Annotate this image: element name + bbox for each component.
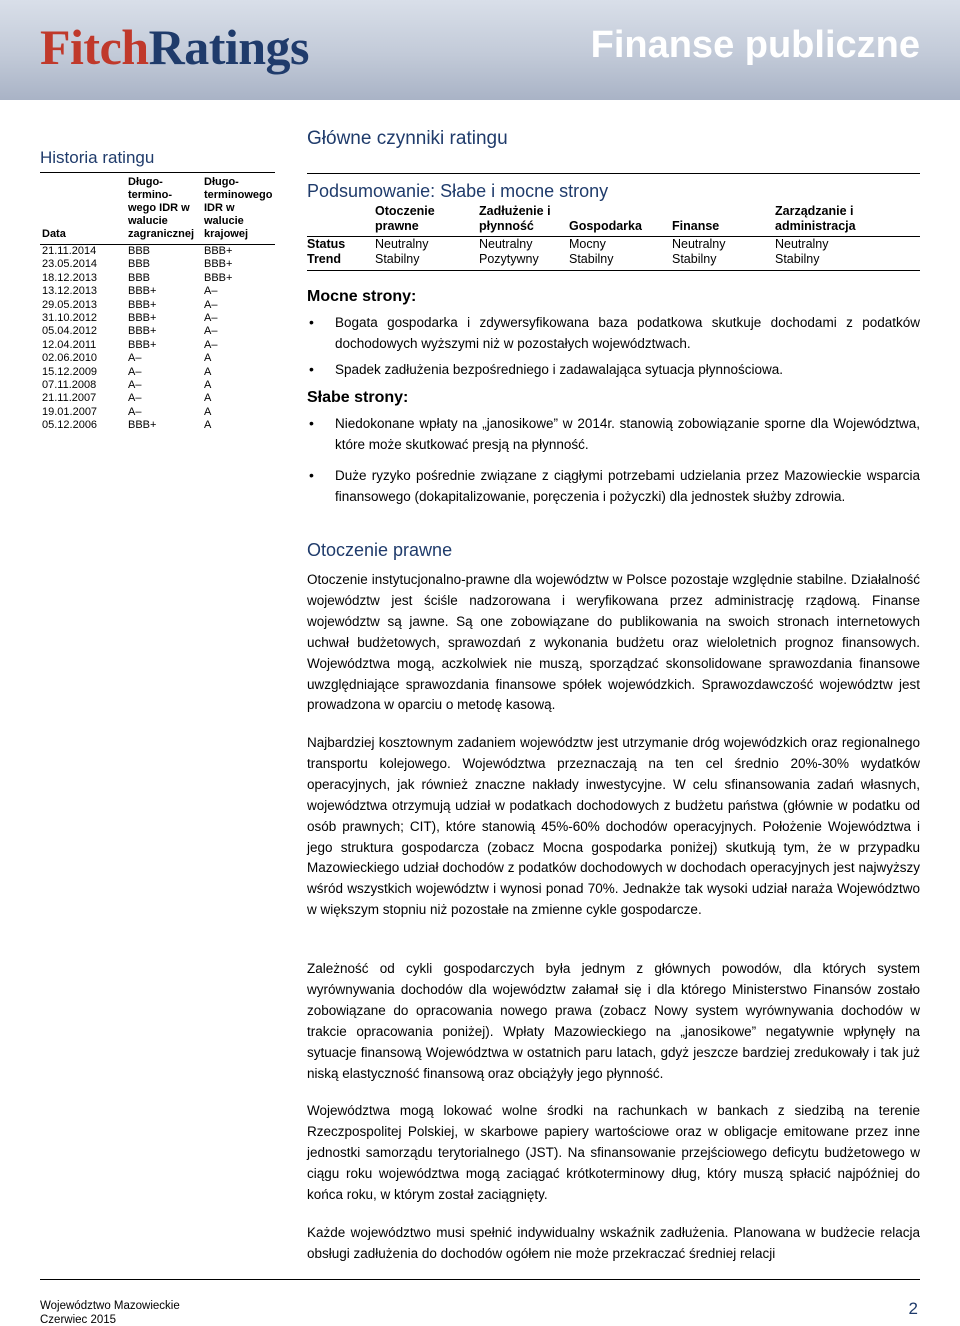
- table-cell: Stabilny: [672, 252, 717, 266]
- table-cell: 18.12.2013: [42, 271, 98, 284]
- footer-info: [40, 1299, 180, 1326]
- table-row: [40, 325, 275, 338]
- table-cell: BBB+: [204, 245, 233, 257]
- table-row: [40, 285, 275, 298]
- table-cell: BBB+: [128, 298, 157, 311]
- summary-heading: Podsumowanie: Słabe i mocne strony: [307, 181, 609, 201]
- paragraph: Najbardziej kosztownym zadaniem województw jest utrzymanie dróg wojewódzkich oraz regionalnego transportu kolejowego. Województwa przeznaczają na ten cel średnio 20%-30% wydatków operacyjnych, jak również znaczne nakłady inwestycyjne. W celu sfinansowania zadań własnych, województwa otrzymują udział w podatkach dochodowych z budżetu państwa (głównie w podatku od osób prawnych; CIT), które stanowią 45%-60% dochodów operacyjnych. Położenie Województwa i jego struktura gospodarcza (zobacz Mocna gospodarka poniżej) skutkują tym, że w przypadku Mazowieckiego udział dochodów z podatków dochodowych w dochodach operacyjnych jest najwyższy wśród wszystkich województw i wynosi ponad 70%. Jednakże tak wysoki udział naraża Województwo w większym stopniu niż pozostałe na zmienne cykle gospodarcze.: [307, 735, 920, 918]
- table-row: [40, 419, 275, 432]
- table-cell: A: [204, 379, 212, 392]
- column-header-debt: Zadłużenie i płynność: [479, 204, 569, 237]
- logo-part-fitch: Fitch: [40, 19, 149, 75]
- table-row: [40, 392, 275, 405]
- column-header-legal: Otoczenie prawne: [375, 204, 479, 237]
- strengths-heading: Mocne strony:: [307, 288, 417, 305]
- table-cell: A–: [128, 392, 142, 405]
- column-header-label: [307, 204, 375, 237]
- table-cell: BBB: [128, 271, 151, 284]
- table-cell: A: [204, 419, 212, 432]
- list-item: • Niedokonane wpłaty na „janosikowe” w 2014r. stanowią zobowiązanie sporne dla Województwa, które może skutkować presją na płynność.: [307, 413, 920, 455]
- table-cell: 21.11.2014: [42, 245, 97, 257]
- rating-history-table: [40, 176, 275, 433]
- table-row: [40, 245, 275, 259]
- table-cell: BBB: [128, 258, 151, 271]
- table-cell: Stabilny: [375, 252, 420, 266]
- footer-issuer: Województwo Mazowieckie: [40, 1300, 180, 1312]
- column-header-finance: Finanse: [672, 204, 775, 237]
- table-header-row: [307, 204, 920, 237]
- rating-history-body: [40, 245, 275, 433]
- table-cell: 31.10.2012: [42, 312, 98, 325]
- table-cell: 05.04.2012: [42, 325, 98, 338]
- footer-date: Czerwiec 2015: [40, 1314, 117, 1326]
- weaknesses-heading: Słabe strony:: [307, 389, 409, 406]
- sidebar-rule: [40, 172, 275, 173]
- strengths-weaknesses-table: [307, 204, 920, 267]
- weaknesses-list: [307, 413, 920, 507]
- table-row: [40, 406, 275, 419]
- table-cell: BBB+: [128, 419, 157, 432]
- column-header-management: Zarządzanie i administracja: [775, 204, 920, 237]
- table-row-status: [307, 237, 920, 253]
- table-cell: 07.11.2008: [42, 379, 97, 392]
- table-cell: A–: [204, 325, 218, 338]
- column-header-local-idr: Długo-terminowego IDR w walucie krajowej: [202, 176, 275, 245]
- paragraph: Każde województwo musi spełnić indywidualny wskaźnik zadłużenia. Planowana w budżecie relacja obsługi zadłużenia do dochodów ogółem nie może przekraczać średniej relacji: [307, 1225, 920, 1261]
- table-cell: A: [204, 405, 212, 418]
- main-heading: Główne czynniki ratingu: [307, 128, 508, 149]
- column-header-date: Data: [40, 176, 126, 245]
- table-cell: 19.01.2007: [42, 405, 98, 418]
- table-cell: Stabilny: [569, 252, 614, 266]
- table-cell: Neutralny: [775, 237, 829, 251]
- table-cell: 02.06.2010: [42, 352, 98, 365]
- sidebar-heading: Historia ratingu: [40, 148, 155, 167]
- table-cell: 05.12.2006: [42, 419, 98, 432]
- main-heading-rule: [307, 173, 920, 174]
- table-cell: Stabilny: [775, 252, 820, 266]
- table-cell: A–: [128, 405, 142, 418]
- paragraph: Województwa mogą lokować wolne środki na rachunkach w bankach z siedzibą na terenie Rzeczpospolitej Polskiej, w skarbowe papiery wartościowe oraz w obligacje emitowane przez inne jednostki samorządu terytorialnego (JST). Na sfinansowanie przejściowego deficytu budżetowego w ciągu roku województwa mogą zaciągać krótkoterminowy dług, który muszą spłacić najpóźniej do końca roku, w którym został zaciągnięty.: [307, 1103, 920, 1202]
- table-cell: A: [204, 392, 212, 405]
- legal-section-heading: Otoczenie prawne: [307, 540, 453, 560]
- summary-table-bottom-rule: [307, 270, 920, 271]
- table-row: [40, 258, 275, 271]
- table-cell: BBB+: [128, 285, 157, 298]
- table-cell: A–: [128, 352, 142, 365]
- table-cell: A–: [204, 285, 218, 298]
- table-cell: A: [204, 365, 212, 378]
- table-row: [40, 339, 275, 352]
- header-title: Finanse publiczne: [590, 24, 920, 66]
- table-row: [40, 379, 275, 392]
- row-label: Trend: [307, 252, 342, 266]
- table-row-trend: [307, 252, 920, 267]
- table-cell: BBB: [128, 245, 151, 257]
- list-item: • Spadek zadłużenia bezpośredniego i zadawalająca sytuacja płynnościowa.: [307, 359, 920, 380]
- table-cell: Mocny: [569, 237, 606, 251]
- table-cell: A–: [204, 338, 218, 351]
- table-cell: Neutralny: [479, 237, 533, 251]
- table-cell: 21.11.2007: [42, 392, 97, 405]
- fitch-ratings-logo: [40, 18, 309, 76]
- table-cell: BBB+: [128, 312, 157, 325]
- table-row: [40, 366, 275, 379]
- table-cell: BBB+: [128, 325, 157, 338]
- table-cell: Pozytywny: [479, 252, 539, 266]
- paragraph: Zależność od cykli gospodarczych była jednym z głównych powodów, dla których system wyrównywania dochodów dla województw załamał się i dla którego Ministerstwo Finansów zostało zobowiązane do opracowania nowego prawa (zobacz Nowy system wyrównywania dochodów w trakcie opracowania poniżej). Wpłaty Mazowieckiego na „janosikowe” negatywnie wpłynęły na sytuacje finansową Województwa w ostatnich paru latach, gdyż jeszcze bardziej zredukowały i tak już niską elastyczność finansową oraz obciążyły jego płynność.: [307, 961, 920, 1081]
- table-cell: Neutralny: [672, 237, 726, 251]
- table-row: [40, 312, 275, 325]
- strengths-list: [307, 312, 920, 380]
- list-item: • Duże ryzyko pośrednie związane z ciągłymi potrzebami udzielania przez Mazowieckie wsparcia finansowego (dokapitalizowanie, poręczenia i pożyczki) dla jednostek służby zdrowia.: [307, 465, 920, 507]
- column-header-economy: Gospodarka: [569, 204, 672, 237]
- row-label: Status: [307, 237, 346, 251]
- table-cell: 13.12.2013: [42, 285, 98, 298]
- table-row: [40, 272, 275, 285]
- table-header-row: [40, 176, 275, 245]
- table-cell: BBB+: [204, 271, 233, 284]
- table-cell: 12.04.2011: [42, 338, 97, 351]
- table-cell: 15.12.2009: [42, 365, 98, 378]
- table-cell: A–: [204, 298, 218, 311]
- column-header-foreign-idr: Długo-termino-wego IDR w walucie zagranicznej: [126, 176, 202, 245]
- header-band: [0, 0, 960, 100]
- table-cell: BBB+: [204, 258, 233, 271]
- logo-part-ratings: Ratings: [148, 19, 310, 75]
- table-cell: A–: [204, 312, 218, 325]
- table-cell: 29.05.2013: [42, 298, 98, 311]
- table-cell: A–: [128, 379, 142, 392]
- table-cell: Neutralny: [375, 237, 429, 251]
- table-cell: A: [204, 352, 212, 365]
- paragraph: Otoczenie instytucjonalno-prawne dla województw w Polsce pozostaje względnie stabilne. Działalność województw jest ściśle nadzorowana i weryfikowana przez administrację rządową. Finanse województw są jawne. Są one zobowiązane do publikowania na swoich stronach internetowych uchwał budżetowych, sprawozdań z wykonania budżetu oraz wieloletnich prognoz finansowych. Województwa mogą, aczkolwiek nie muszą, sporządzać skonsolidowane sprawozdania finansowe uwzględniające sprawozdania finansowe spółek wojewódzkich. Sprawozdawczość województw jest prowadzona w oparciu o metodę kasową.: [307, 572, 920, 713]
- table-cell: 23.05.2014: [42, 258, 98, 271]
- table-row: [40, 299, 275, 312]
- footer-rule: [40, 1279, 920, 1280]
- table-cell: A–: [128, 365, 142, 378]
- page-number: 2: [908, 1299, 918, 1318]
- table-row: [40, 352, 275, 365]
- list-item: • Bogata gospodarka i zdywersyfikowana baza podatkowa skutkuje dochodami z podatków dochodowych wyższymi niż w pozostałych województwach.: [307, 312, 920, 354]
- table-cell: BBB+: [128, 338, 157, 351]
